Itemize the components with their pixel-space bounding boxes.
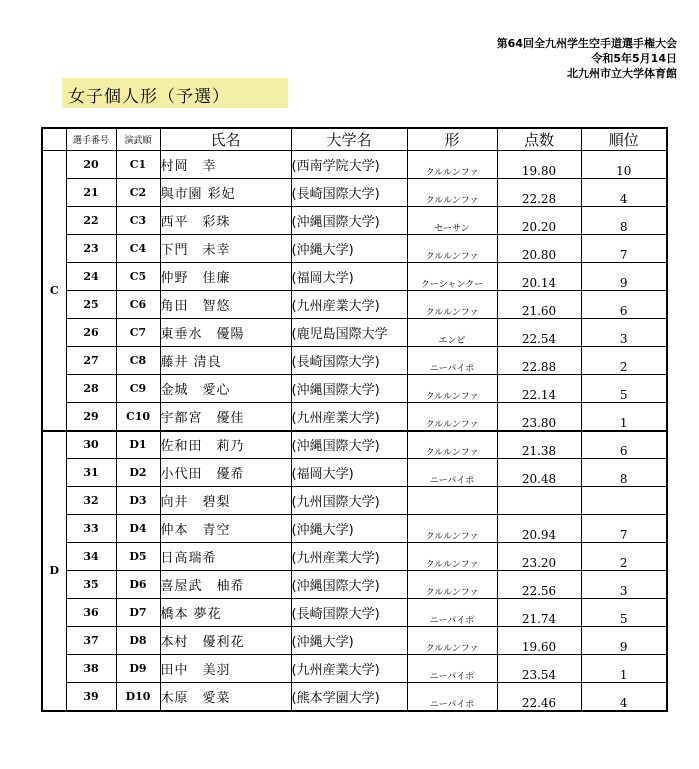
name-cell: 仲本 青空 — [160, 515, 291, 543]
kata-cell: クルルンファ — [407, 403, 497, 431]
header-university: 大学名 — [291, 128, 407, 151]
kata-cell: ニーパイポ — [407, 655, 497, 683]
kata-cell: クルルンファ — [407, 543, 497, 571]
university-cell: (沖縄大学) — [291, 235, 407, 263]
table-row — [42, 627, 667, 655]
university-cell: (沖縄国際大学) — [291, 207, 407, 235]
table-row — [42, 599, 667, 627]
order-cell: C1 — [116, 151, 160, 179]
name-cell: 橋本 夢花 — [160, 599, 291, 627]
table-row — [42, 207, 667, 235]
rank-cell: 5 — [581, 375, 667, 403]
kata-cell: ニーパイポ — [407, 599, 497, 627]
university-cell: (九州産業大学) — [291, 291, 407, 319]
table-row — [42, 431, 667, 459]
university-cell: (長崎国際大学) — [291, 179, 407, 207]
kata-cell: ニーパイポ — [407, 459, 497, 487]
rank-cell: 2 — [581, 347, 667, 375]
table-row — [42, 459, 667, 487]
university-cell: (沖縄大学) — [291, 515, 407, 543]
order-cell: D2 — [116, 459, 160, 487]
kata-cell — [407, 487, 497, 515]
score-cell: 23.54 — [497, 655, 581, 683]
order-cell: D3 — [116, 487, 160, 515]
kata-cell: クルルンファ — [407, 627, 497, 655]
header-rank: 順位 — [581, 128, 667, 151]
player-number-cell: 20 — [66, 151, 116, 179]
table-row — [42, 151, 667, 179]
order-cell: D7 — [116, 599, 160, 627]
kata-cell: クルルンファ — [407, 571, 497, 599]
header-kata: 形 — [407, 128, 497, 151]
university-cell: (九州産業大学) — [291, 655, 407, 683]
table-row — [42, 319, 667, 347]
name-cell: 與市園 彩妃 — [160, 179, 291, 207]
table-row — [42, 655, 667, 683]
table-row — [42, 571, 667, 599]
player-number-cell: 25 — [66, 291, 116, 319]
event-info — [497, 36, 677, 81]
university-cell: (長崎国際大学) — [291, 599, 407, 627]
kata-cell: クルルンファ — [407, 431, 497, 459]
score-cell: 19.60 — [497, 627, 581, 655]
score-cell — [497, 487, 581, 515]
university-cell: (熊本学園大学) — [291, 683, 407, 711]
order-cell: D10 — [116, 683, 160, 711]
order-cell: C7 — [116, 319, 160, 347]
order-cell: C10 — [116, 403, 160, 431]
rank-cell: 6 — [581, 291, 667, 319]
score-cell: 22.46 — [497, 683, 581, 711]
kata-cell: クルルンファ — [407, 515, 497, 543]
table-row — [42, 543, 667, 571]
table-row — [42, 235, 667, 263]
score-cell: 20.94 — [497, 515, 581, 543]
rank-cell: 9 — [581, 263, 667, 291]
player-number-cell: 23 — [66, 235, 116, 263]
player-number-cell: 24 — [66, 263, 116, 291]
player-number-cell: 37 — [66, 627, 116, 655]
score-cell: 20.14 — [497, 263, 581, 291]
table-row — [42, 347, 667, 375]
order-cell: C5 — [116, 263, 160, 291]
rank-cell: 7 — [581, 515, 667, 543]
university-cell: (沖縄国際大学) — [291, 375, 407, 403]
results-body — [42, 151, 667, 711]
name-cell: 藤井 清良 — [160, 347, 291, 375]
name-cell: 田中 美羽 — [160, 655, 291, 683]
university-cell: (九州産業大学) — [291, 543, 407, 571]
order-cell: C2 — [116, 179, 160, 207]
title-box — [62, 78, 288, 108]
rank-cell: 10 — [581, 151, 667, 179]
kata-cell: クルルンファ — [407, 291, 497, 319]
name-cell: 東垂水 優陽 — [160, 319, 291, 347]
player-number-cell: 35 — [66, 571, 116, 599]
player-number-cell: 28 — [66, 375, 116, 403]
table-row — [42, 403, 667, 431]
name-cell: 金城 愛心 — [160, 375, 291, 403]
order-cell: D8 — [116, 627, 160, 655]
rank-cell: 8 — [581, 459, 667, 487]
header-score: 点数 — [497, 128, 581, 151]
university-cell: (西南学院大学) — [291, 151, 407, 179]
name-cell: 向井 碧梨 — [160, 487, 291, 515]
name-cell: 佐和田 莉乃 — [160, 431, 291, 459]
order-cell: D6 — [116, 571, 160, 599]
table-row — [42, 375, 667, 403]
name-cell: 村岡 幸 — [160, 151, 291, 179]
kata-cell: クーシャンクー — [407, 263, 497, 291]
header-group — [42, 128, 66, 151]
university-cell: (九州産業大学) — [291, 403, 407, 431]
name-cell: 本村 優利花 — [160, 627, 291, 655]
score-cell: 21.38 — [497, 431, 581, 459]
score-cell: 22.28 — [497, 179, 581, 207]
group-label: D — [42, 431, 66, 711]
name-cell: 宇都宮 優佳 — [160, 403, 291, 431]
score-cell: 20.80 — [497, 235, 581, 263]
name-cell: 喜屋武 柚希 — [160, 571, 291, 599]
name-cell: 角田 智悠 — [160, 291, 291, 319]
rank-cell: 6 — [581, 431, 667, 459]
score-cell: 22.56 — [497, 571, 581, 599]
player-number-cell: 32 — [66, 487, 116, 515]
score-cell: 22.88 — [497, 347, 581, 375]
kata-cell: クルルンファ — [407, 235, 497, 263]
rank-cell: 1 — [581, 655, 667, 683]
order-cell: C9 — [116, 375, 160, 403]
rank-cell: 3 — [581, 571, 667, 599]
kata-cell: クルルンファ — [407, 375, 497, 403]
table-row — [42, 487, 667, 515]
rank-cell: 4 — [581, 179, 667, 207]
rank-cell: 2 — [581, 543, 667, 571]
header-row — [42, 128, 667, 151]
kata-cell: ニーパイポ — [407, 347, 497, 375]
table-row — [42, 179, 667, 207]
rank-cell: 8 — [581, 207, 667, 235]
player-number-cell: 38 — [66, 655, 116, 683]
player-number-cell: 30 — [66, 431, 116, 459]
name-cell: 木原 愛菜 — [160, 683, 291, 711]
player-number-cell: 36 — [66, 599, 116, 627]
player-number-cell: 26 — [66, 319, 116, 347]
kata-cell: セーサン — [407, 207, 497, 235]
page-title: 女子個人形（予選） — [68, 87, 230, 107]
university-cell: (福岡大学) — [291, 263, 407, 291]
university-cell: (長崎国際大学) — [291, 347, 407, 375]
score-cell: 20.48 — [497, 459, 581, 487]
score-cell: 22.54 — [497, 319, 581, 347]
order-cell: D1 — [116, 431, 160, 459]
player-number-cell: 29 — [66, 403, 116, 431]
score-cell: 23.80 — [497, 403, 581, 431]
name-cell: 小代田 優希 — [160, 459, 291, 487]
order-cell: C6 — [116, 291, 160, 319]
player-number-cell: 21 — [66, 179, 116, 207]
order-cell: C3 — [116, 207, 160, 235]
player-number-cell: 22 — [66, 207, 116, 235]
score-cell: 19.80 — [497, 151, 581, 179]
score-cell: 21.60 — [497, 291, 581, 319]
order-cell: C4 — [116, 235, 160, 263]
rank-cell: 5 — [581, 599, 667, 627]
kata-cell: クルルンファ — [407, 179, 497, 207]
order-cell: D9 — [116, 655, 160, 683]
player-number-cell: 39 — [66, 683, 116, 711]
event-date: 令和5年5月14日 — [591, 52, 677, 65]
player-number-cell: 27 — [66, 347, 116, 375]
kata-cell: ニーパイポ — [407, 683, 497, 711]
order-cell: D5 — [116, 543, 160, 571]
header-player-no: 選手番号 — [66, 128, 116, 151]
score-cell: 20.20 — [497, 207, 581, 235]
player-number-cell: 31 — [66, 459, 116, 487]
player-number-cell: 33 — [66, 515, 116, 543]
rank-cell: 4 — [581, 683, 667, 711]
table-row — [42, 683, 667, 711]
university-cell: (鹿児島国際大学 — [291, 319, 407, 347]
university-cell: (九州国際大学) — [291, 487, 407, 515]
kata-cell: エンピ — [407, 319, 497, 347]
player-number-cell: 34 — [66, 543, 116, 571]
name-cell: 日高瑞希 — [160, 543, 291, 571]
rank-cell — [581, 487, 667, 515]
university-cell: (沖縄国際大学) — [291, 571, 407, 599]
order-cell: C8 — [116, 347, 160, 375]
name-cell: 仲野 佳廉 — [160, 263, 291, 291]
university-cell: (沖縄大学) — [291, 627, 407, 655]
university-cell: (福岡大学) — [291, 459, 407, 487]
rank-cell: 7 — [581, 235, 667, 263]
order-cell: D4 — [116, 515, 160, 543]
results-table — [41, 127, 668, 712]
kata-cell: クルルンファ — [407, 151, 497, 179]
name-cell: 下門 未幸 — [160, 235, 291, 263]
event-name: 第64回全九州学生空手道選手権大会 — [496, 37, 677, 50]
event-venue: 北九州市立大学体育館 — [567, 67, 677, 80]
group-label: C — [42, 151, 66, 431]
header-name: 氏名 — [160, 128, 291, 151]
table-row — [42, 263, 667, 291]
table-row — [42, 291, 667, 319]
university-cell: (沖縄国際大学) — [291, 431, 407, 459]
rank-cell: 3 — [581, 319, 667, 347]
rank-cell: 9 — [581, 627, 667, 655]
name-cell: 西平 彩珠 — [160, 207, 291, 235]
table-row — [42, 515, 667, 543]
rank-cell: 1 — [581, 403, 667, 431]
header-order: 演武順 — [116, 128, 160, 151]
score-cell: 21.74 — [497, 599, 581, 627]
score-cell: 22.14 — [497, 375, 581, 403]
score-cell: 23.20 — [497, 543, 581, 571]
